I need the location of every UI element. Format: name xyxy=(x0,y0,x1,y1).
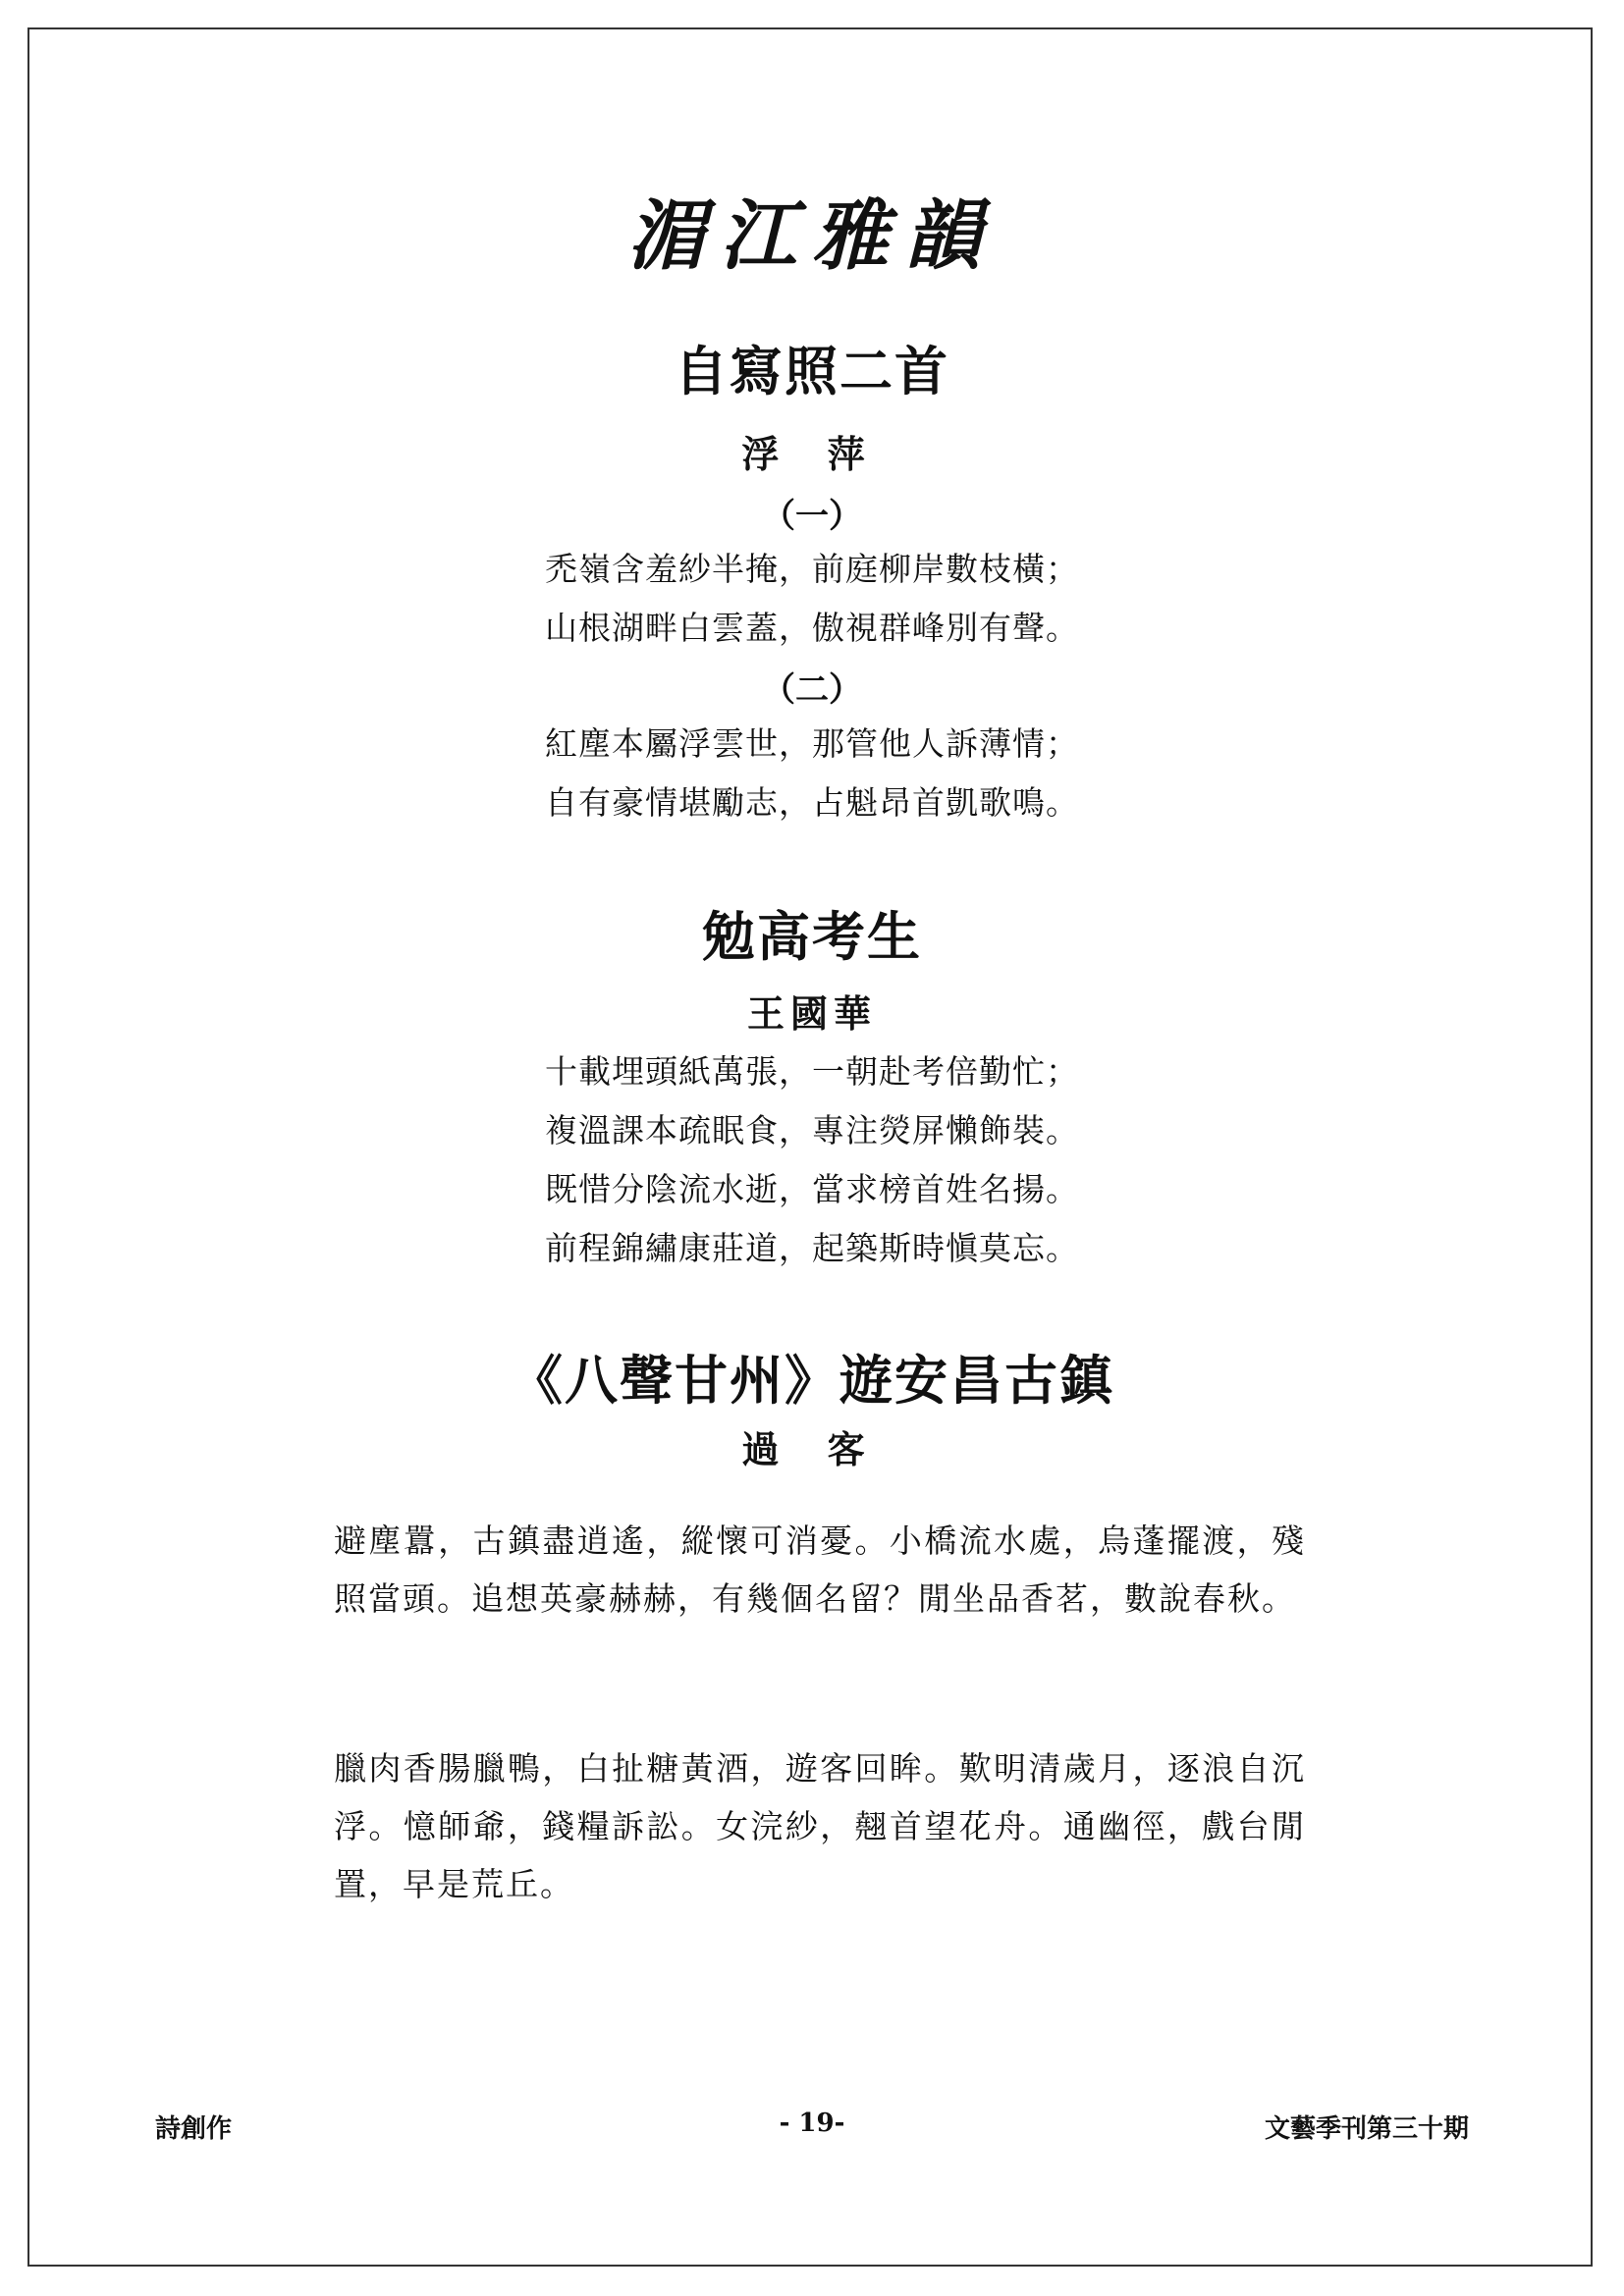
page-number: - 19- xyxy=(779,2109,845,2138)
footer-section-label: 詩創作 xyxy=(155,2114,233,2144)
verse-line: 自有豪情堪勵志，占魁昂首凱歌鳴。 xyxy=(545,783,1079,822)
poem-author: 浮 萍 xyxy=(741,432,883,476)
verse-line: 複溫課本疏眠食，專注熒屏懶飾裝。 xyxy=(545,1111,1079,1149)
verse-line: 紅塵本屬浮雲世，那管他人訴薄情； xyxy=(545,724,1079,763)
verse-line: 十載埋頭紙萬張，一朝赴考倍勤忙； xyxy=(545,1052,1079,1091)
poem-title: 自寫照二首 xyxy=(675,340,949,402)
poem-author: 過 客 xyxy=(741,1427,883,1471)
verse-line: 前程錦繡康莊道，起築斯時愼莫忘。 xyxy=(545,1229,1079,1267)
prose-text: 臘肉香腸臘鴨，白扯糖黃酒，遊客回眸。歎明清歲月，逐浪自沉浮。憶師爺，錢糧訴訟。女浣紗，翹首望花舟。通幽徑，戲台閒置，早是荒丘。 xyxy=(334,1749,1306,1903)
page-title: 湄江雅韻 xyxy=(626,191,997,281)
verse-line: 既惜分陰流水逝，當求榜首姓名揚。 xyxy=(545,1170,1079,1208)
prose-paragraph xyxy=(334,1512,1306,1628)
poem-author: 王國華 xyxy=(746,991,877,1036)
verse-line: 山根湖畔白雲蓋，傲視群峰別有聲。 xyxy=(545,609,1079,647)
stanza-number: （二） xyxy=(762,670,862,710)
prose-text: 避塵囂，古鎮盡逍遙，縱懷可消憂。小橋流水處，烏蓬擺渡，殘照當頭。追想英豪赫赫，有幾個名留？閒坐品香茗，數說春秋。 xyxy=(334,1522,1306,1618)
prose-paragraph xyxy=(334,1739,1306,1913)
poem-title: 勉高考生 xyxy=(702,905,922,968)
stanza-number: （一） xyxy=(762,497,862,536)
verse-line: 禿嶺含羞紗半掩，前庭柳岸數枝橫； xyxy=(545,550,1079,588)
poem-title: 《八聲甘州》遊安昌古鎮 xyxy=(510,1349,1114,1412)
footer-publication: 文藝季刊第三十期 xyxy=(1264,2114,1469,2144)
